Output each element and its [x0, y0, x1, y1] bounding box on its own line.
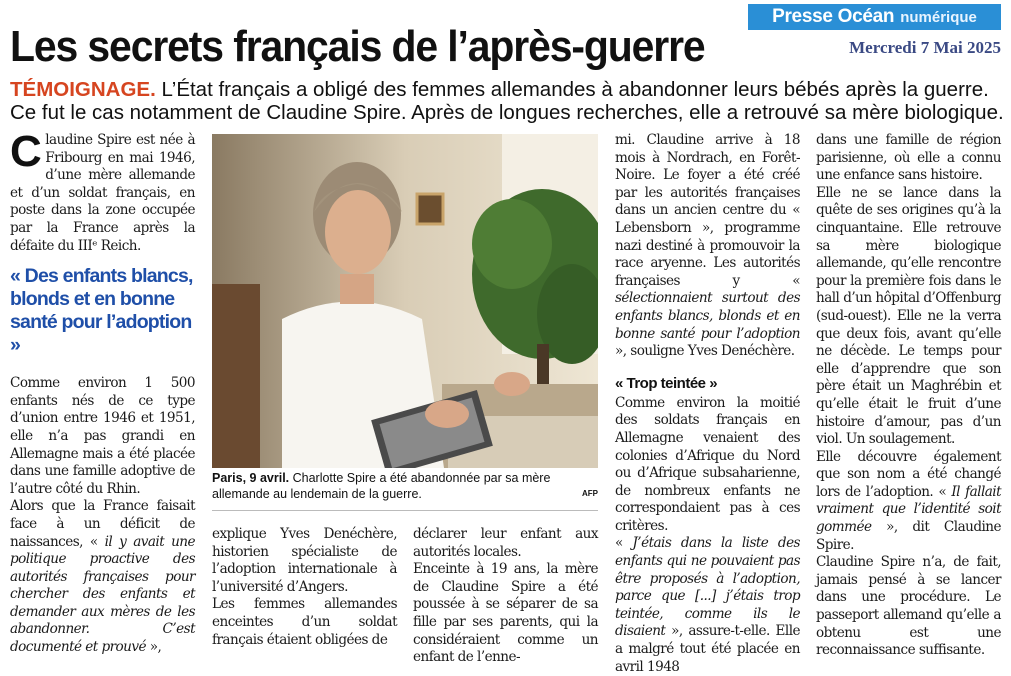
caption-lead: Paris, 9 avril.: [212, 471, 290, 485]
column-2: [212, 526, 397, 649]
paragraph: Comme environ 1 500 enfants nés de ce type d’union entre 1946 et 1951, elle n’a pas grandi en Allemagne mais a été placée dans une famille adoptive de l’autre côté du Rhin.: [10, 375, 195, 497]
text-span: Elle découvre également que son nom a été changé lors de l’adoption. «: [816, 448, 1001, 500]
paragraph: dans une famille de région parisienne, où elle a connu une enfance sans histoire.: [816, 132, 1001, 184]
paragraph: [615, 535, 800, 676]
paragraph: Claudine Spire n’a, de fait, jamais pensé à se lancer dans une procédure. Le passeport allemand qu’elle a obtenu est une reconnaissance suffisante.: [816, 554, 1001, 659]
caption-text: Charlotte Spire a été abandonnée par sa mère allemande au lendemain de la guerre.: [212, 471, 551, 501]
column-1: [10, 127, 195, 657]
column-4: [615, 132, 800, 676]
text-span: », souligne Yves Denéchère.: [615, 343, 795, 360]
text-span: mi. Claudine arrive à 18 mois à Nordrach, en Forêt-Noire. Le foyer a été créé par les autorités françaises dans un ancien centre du « Lebensborn », programme nazi destiné à promouvoir la race aryenne. Les autorités françaises y «: [615, 132, 800, 289]
brand-logo: [748, 4, 1001, 30]
column-5: [816, 132, 1001, 660]
paragraph: Comme environ la moitié des soldats français en Allemagne venaient des colonies d’Afrique du Nord ou d’Afrique subsaharienne, de nombreux enfants ne correspondaient pas à ces critères.: [615, 394, 800, 534]
deck-text: L’État français a obligé des femmes allemandes à abandonner leurs bébés après la guerre. Ce fut le cas notamment de Claudine Spire. Après de longues recherches, elle a retrouvé sa mère biologique.: [10, 78, 1004, 124]
text-span: Alors que la France faisait face à un déficit de naissances, «: [10, 498, 195, 550]
column-3: [413, 526, 598, 667]
quote-italic: J’étais dans la liste des enfants qui ne pouvaient pas être proposés à l’adoption, parce que [...] j’étais trop teintée, comme ils le disaient: [615, 535, 800, 640]
brand-name: Presse Océan: [772, 6, 895, 27]
deck-kicker: TÉMOIGNAGE.: [10, 78, 156, 101]
text-span: «: [615, 535, 633, 552]
paragraph: [615, 132, 800, 361]
photo-caption: [212, 470, 598, 502]
quote-italic: il y avait une politique proactive des autorités françaises pour chercher des enfants et demander aux mères de les abandonner. C’est documenté et prouvé: [10, 533, 195, 656]
paragraph: [10, 498, 195, 656]
pull-quote: « Des enfants blancs, blonds et en bonne santé pour l’adoption »: [10, 265, 193, 357]
paragraph: explique Yves Denéchère, historien spécialiste de l’adoption internationale à l’université d’Angers.: [212, 526, 397, 595]
publication-date: Mercredi 7 Mai 2025: [849, 38, 1001, 57]
quote-italic: sélectionnaient surtout des enfants blancs, blonds et en bonne santé pour l’adoption: [615, 290, 800, 342]
caption-divider: [212, 510, 598, 511]
text-span: »,: [146, 639, 162, 656]
paragraph: Enceinte à 19 ans, la mère de Claudine Spire a été poussée à se séparer de sa fille par ses parents, qui la considéraient comme un enfant de l’enne-: [413, 561, 598, 666]
subheading: « Trop teintée »: [615, 374, 718, 392]
brand-suffix: numérique: [900, 8, 977, 26]
lead-paragraph: [10, 127, 195, 255]
paragraph: [816, 449, 1001, 555]
article-photo: [212, 134, 598, 468]
quote-italic: Il fallait vraiment que l’identité soit gommée: [816, 483, 1002, 536]
drop-cap: C: [10, 127, 42, 176]
paragraph: Elle ne se lance dans la quête de ses origines qu’à la cinquantaine. Elle retrouve sa mère biologique allemande, qu’elle rencontre pour la première fois dans le hall d’un hôpital d’Offenburg (sud-ouest). Elle ne la verra que deux fois, avant qu’elle ne décède. Le temps pour elle d’apprendre que son père était un Maghrébin et qu’elle était le fruit d’une histoire d’amour, pas d’un viol. Un soulagement.: [816, 184, 1001, 448]
photo-illustration: [212, 134, 598, 468]
photo-credit: AFP: [582, 489, 598, 498]
paragraph: Les femmes allemandes enceintes d’un soldat français étaient obligées de: [212, 596, 397, 648]
lead-text: laudine Spire est née à Fribourg en mai 1946, d’une mère allemande et d’un soldat français, en poste dans la zone occupée par la France après la défaite du IIIᵉ Reich.: [10, 132, 195, 254]
headline: Les secrets français de l’après-guerre: [10, 22, 705, 71]
text-span: », assure-t-elle. Elle a malgré tout été placée en avril 1948: [615, 623, 800, 675]
paragraph: déclarer leur enfant aux autorités locales.: [413, 526, 598, 560]
text-span: », dit Claudine Spire.: [816, 519, 1001, 553]
article-deck: [10, 78, 1005, 124]
